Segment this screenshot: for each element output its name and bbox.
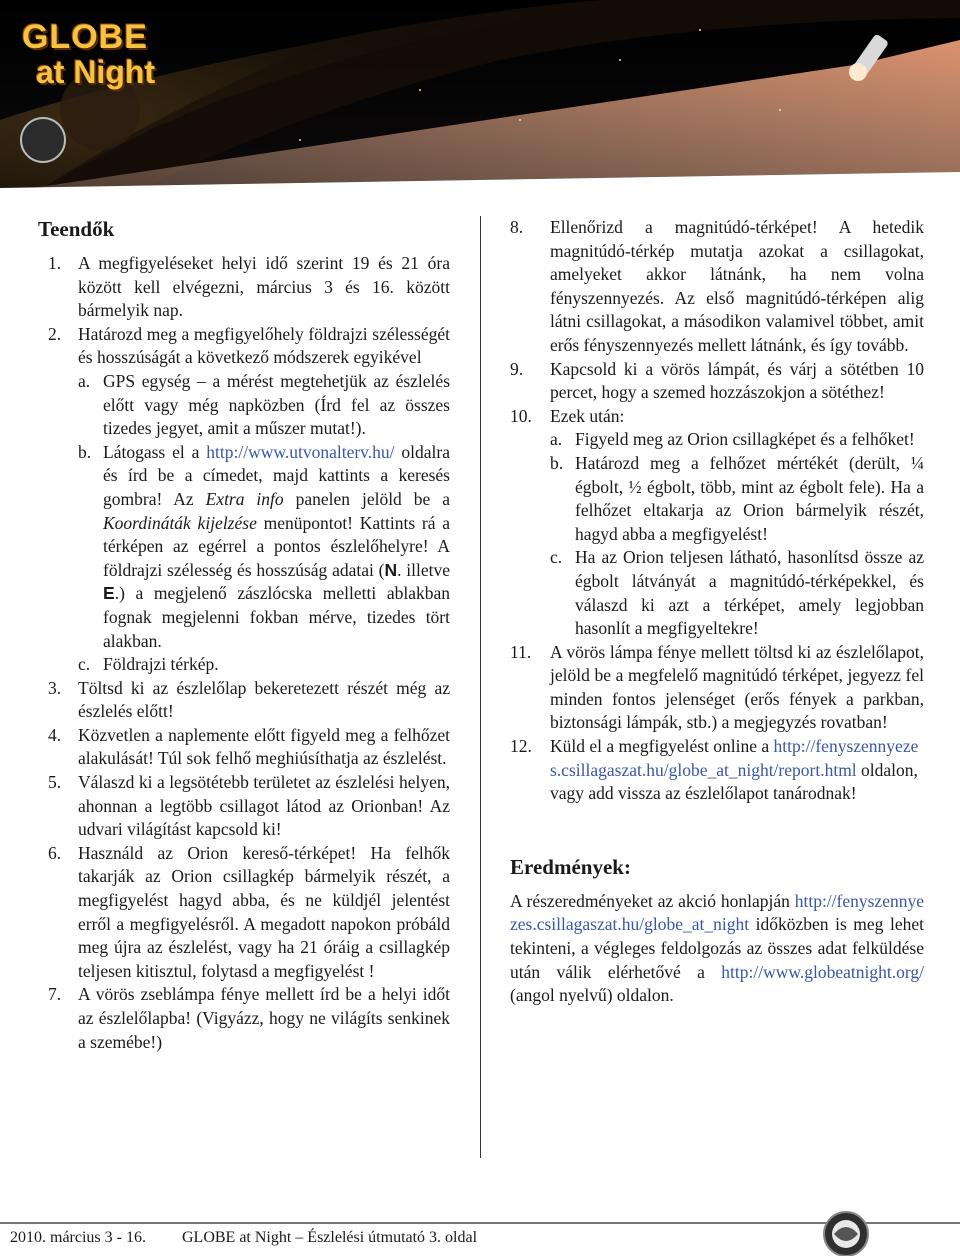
footer-title: GLOBE at Night – Észlelési útmutató 3. oldal xyxy=(181,1229,478,1246)
logo-at-night-text: at Night xyxy=(36,54,156,90)
item-number: 1. xyxy=(48,253,62,273)
item-text: Töltsd ki az észlelőlap bekeretezett részét még az észlelés előtt! xyxy=(78,677,450,722)
header-banner xyxy=(0,0,960,190)
sub-item-letter: b. xyxy=(78,441,92,462)
item-text: Kapcsold ki a vörös lámpát, és várj a sötétben 10 percet, hogy a szemed hozzászokjon a sötéthez! xyxy=(550,358,924,403)
sub-list-item xyxy=(38,370,450,441)
item-text: A megfigyeléseket helyi idő szerint 19 és 21 óra között kell elvégezni, március 3 és 16. között bármelyik nap. xyxy=(78,253,450,321)
north-letter: N xyxy=(384,559,398,580)
list-item xyxy=(38,771,450,842)
item-number: 3. xyxy=(48,677,62,698)
item-number: 7. xyxy=(48,984,62,1005)
sub-item-text: GPS egység – a mérést megtehetjük az észlelés előtt vagy még napközben (Írd fel az összes tizedes jegyet, amit a műszer mutat!). xyxy=(103,370,450,439)
item-number: 5. xyxy=(48,772,62,793)
right-column xyxy=(510,216,924,1008)
item-text: Használd az Orion kereső-térképet! Ha felhők takarják az Orion csillagkép bármelyik részét, a megfigyelést hagyd abba, és ne küldjél jelentést erről a megfigyelésről. A megadott napokon próbáld meg újra az észlelést, vagy ha 21 óráig a csillagkép teljesen kitisztul, folytasd a megfigyelést ! xyxy=(78,842,450,981)
item-text: A vörös zseblámpa fénye mellett írd be a helyi időt az észlelőlapba! (Vigyázz, hogy ne világíts senkinek a szemébe!) xyxy=(78,984,450,1052)
sub-item-letter: c. xyxy=(550,547,563,568)
sub-list-item: b. Látogass el a http://www.utvonalterv.hu/ oldalra és írd be a címedet, majd kattints a keresés gombra! Az Extra info panelen jelöld be a Koordináták kijelzése menüpontot! Kattints rá a térképen az egérrel a pontos észlelőhelyre! A földrajzi szélesség és hosszúság adatai (N. illetve E.) a megjelenő zászlócska melletti ablakban fognak megjelenni fokban mérve, tizedes tört alakban. xyxy=(78,441,451,651)
list-item xyxy=(38,252,450,323)
list-item xyxy=(510,216,924,358)
logo-globe-text: GLOBE xyxy=(22,18,148,56)
item-text: A vörös lámpa fénye mellett töltsd ki az észlelőlapot, jelöld be a megfelelő magnitúdó térképet, jegyezz fel minden fontos jelenséget (erős fények a parkban, biztonsági lámpák, stb.) a megjegyzés rovatban! xyxy=(550,641,924,733)
sub-item-text: Figyeld meg az Orion csillagképet és a felhőket! xyxy=(575,429,915,450)
item-number: 4. xyxy=(48,724,62,745)
list-item xyxy=(38,323,450,370)
utvonalterv-link[interactable]: http://www.utvonalterv.hu/ xyxy=(206,441,395,462)
left-column xyxy=(38,216,450,1054)
sub-list-item xyxy=(38,653,450,677)
results-paragraph: A részeredményeket az akció honlapján http://fenyszennyezes.csillagaszat.hu/globe_at_night időközben is meg lehet tekinteni, a végleges feldolgozás az összes adat felküldése után válik elérhetővé a http://www.globeatnight.org/ (angol nyelvű) oldalon. xyxy=(510,890,924,1006)
list-item xyxy=(38,724,450,771)
sub-item-letter: a. xyxy=(550,429,563,450)
item-text: Határozd meg a megfigyelőhely földrajzi szélességét és hosszúságát a következő módszerek egyikével xyxy=(78,323,450,368)
item-text: Küld el a megfigyelést online a xyxy=(550,736,774,757)
globe-emblem-footer-icon xyxy=(816,1206,876,1256)
globeatnight-link[interactable]: http://www.globeatnight.org/ xyxy=(721,961,924,982)
sub-list-item xyxy=(510,546,924,640)
item-number: 8. xyxy=(510,217,524,237)
sub-item-letter: a. xyxy=(78,370,91,391)
sub-list-item xyxy=(510,452,924,546)
report-link[interactable]: http://fenyszennyezes.csillagaszat.hu/globe_at_night/report.html xyxy=(550,736,919,780)
item-number: 6. xyxy=(48,842,62,863)
sub-list-item xyxy=(510,428,924,452)
item-number: 12. xyxy=(510,736,532,757)
column-divider xyxy=(480,216,481,1158)
sub-item-text: Látogass el a xyxy=(103,441,207,462)
results-link[interactable]: http://fenyszennyezes.csillagaszat.hu/globe_at_night xyxy=(510,890,924,935)
sub-item-text: Határozd meg a felhőzet mértékét (derült, ¼ égbolt, ½ égbolt, több, mint az égbolt fele). Ha a felhőzet eltakarja az Orion bármelyik részét, hagyd abba a megfigyelést! xyxy=(575,452,924,544)
item-text: Közvetlen a naplemente előtt figyeld meg a felhőzet alakulását! Túl sok felhő meghiúsíthatja az észlelést. xyxy=(78,724,450,769)
footer xyxy=(10,1229,477,1247)
sub-item-text: Ha az Orion teljesen látható, hasonlítsd össze az égbolt látványát a magnitúdó-térképekkel, és válaszd ki azt a térképet, amely legjobban hasonlít a megfigyeltekre! xyxy=(575,547,924,639)
extra-info-label: Extra info xyxy=(205,488,284,509)
list-item xyxy=(38,677,450,724)
item-number: 9. xyxy=(510,358,524,379)
list-item xyxy=(510,405,924,429)
sub-item-text: Földrajzi térkép. xyxy=(103,654,219,675)
sub-item-letter: c. xyxy=(78,654,91,675)
item-text: Ellenőrizd a magnitúdó-térképet! A hetedik magnitúdó-térkép mutatja azokat a csillagokat, amelyeket akkor látnánk, ha nem volna fényszennyezés. Az első magnitúdó-térképen alig látni csillagokat, a másodikon valamivel többet, amit erős fényszennyezés mellett látnánk, és így tovább. xyxy=(550,217,924,355)
item-text: Válaszd ki a legsötétebb területet az észlelési helyen, ahonnan a legtöbb csillagot látod az Orionban! Az udvari világítást kapcsold ki! xyxy=(78,772,450,840)
footer-date: 2010. március 3 - 16. xyxy=(10,1229,146,1246)
east-letter: E xyxy=(103,583,115,604)
item-number: 10. xyxy=(510,405,532,426)
list-item xyxy=(38,983,450,1054)
sub-item-letter: b. xyxy=(550,452,564,473)
list-item xyxy=(38,842,450,984)
item-number: 2. xyxy=(48,323,62,344)
list-item xyxy=(510,358,924,405)
section-title-tasks: Teendők xyxy=(38,217,115,241)
globe-emblem-icon xyxy=(21,118,65,162)
coordinates-menu-label: Koordináták kijelzése xyxy=(103,512,257,533)
list-item xyxy=(510,641,924,735)
list-item: 12. Küld el a megfigyelést online a http://fenyszennyezes.csillagaszat.hu/globe_at_night/report.html oldalon, vagy add vissza az észlelőlapot tanárodnak! xyxy=(510,736,919,804)
item-text: Ezek után: xyxy=(550,405,625,426)
item-number: 11. xyxy=(510,641,532,662)
section-title-results: Eredmények: xyxy=(510,854,631,879)
